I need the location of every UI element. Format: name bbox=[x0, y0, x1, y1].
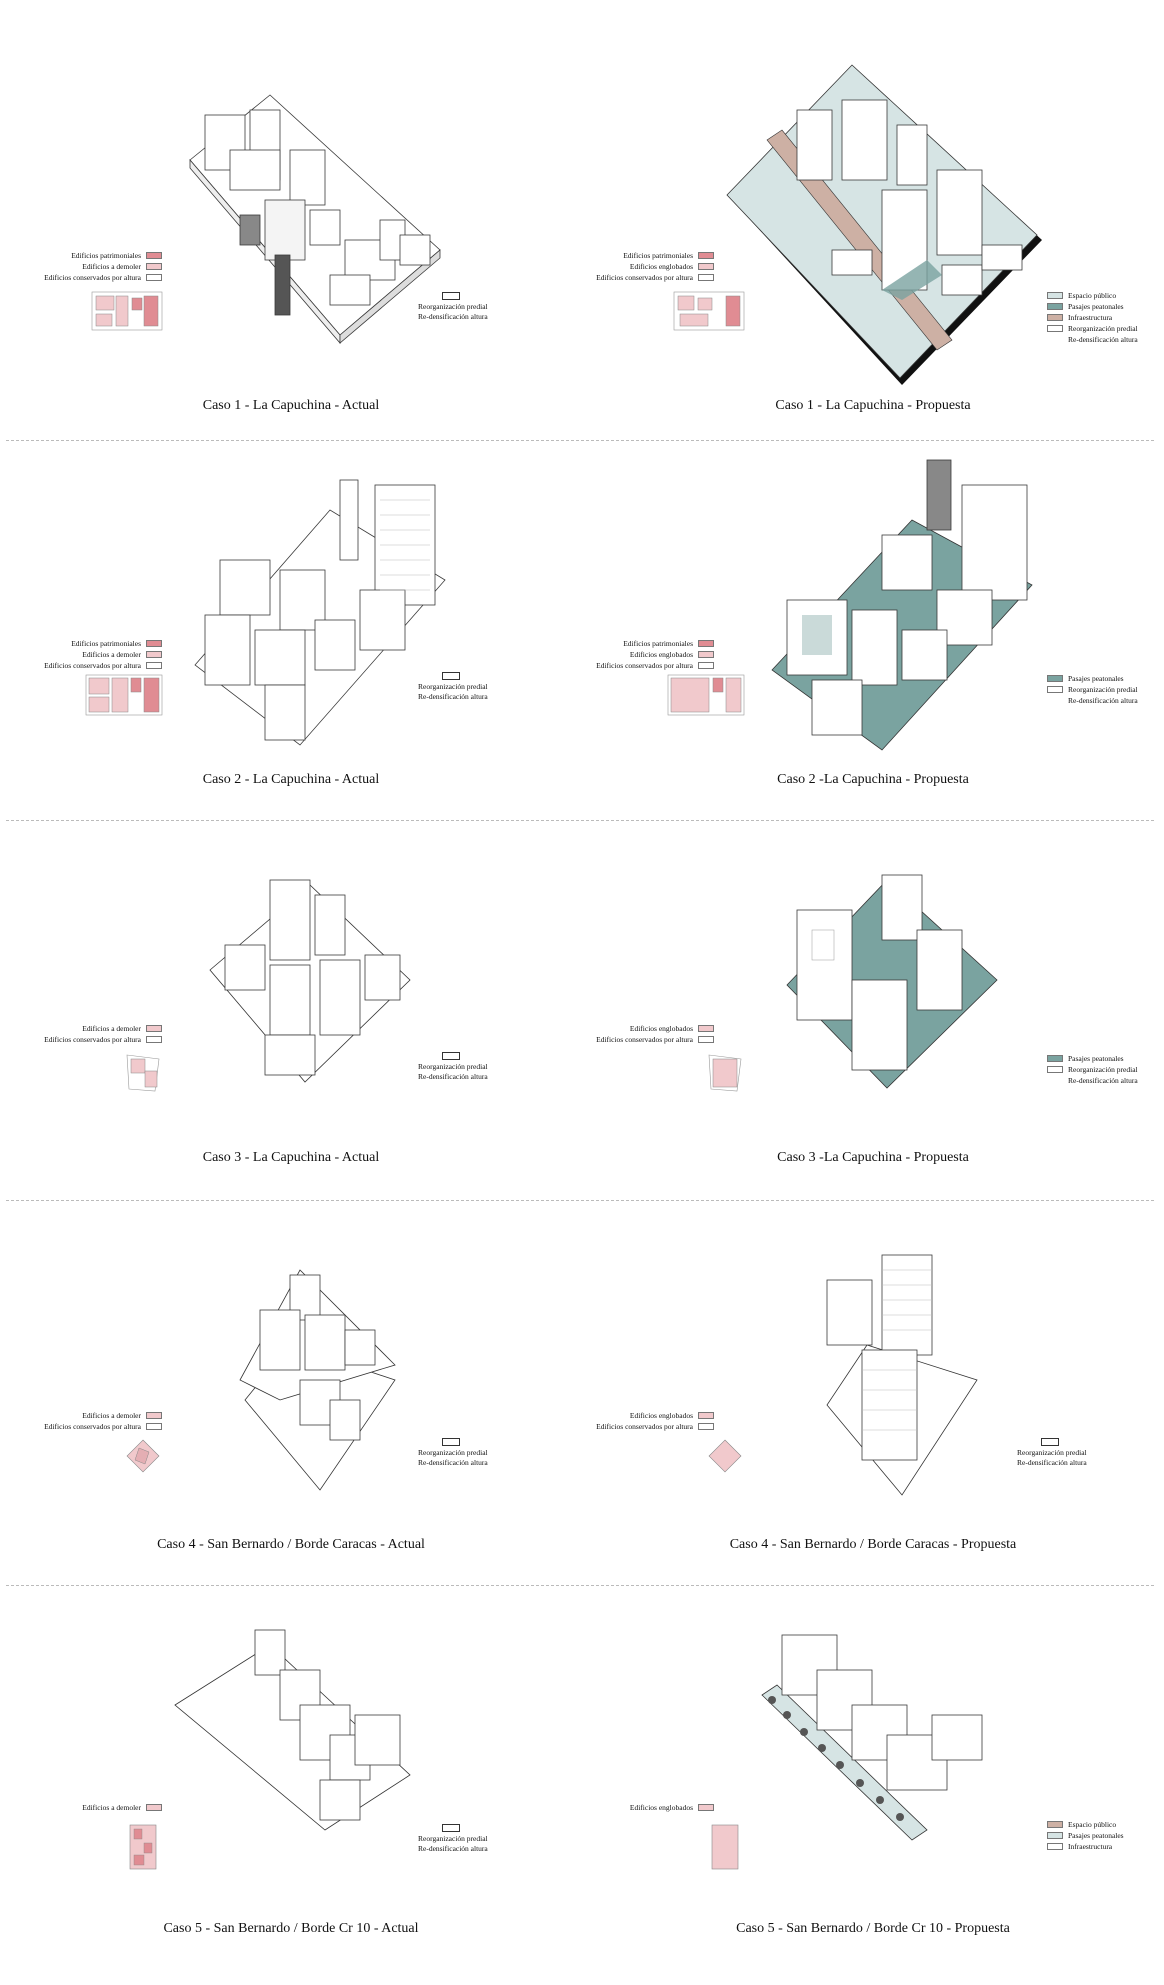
case-4-propuesta-predial-legend: Reorganización predial Re-densificación altura bbox=[1017, 1438, 1087, 1468]
englobados-swatch bbox=[698, 651, 714, 658]
predial-swatch bbox=[442, 292, 460, 300]
case-1-actual-axonometric bbox=[0, 0, 582, 380]
legend-item: Re-densificación altura bbox=[1068, 335, 1138, 344]
pasajes-swatch bbox=[1047, 675, 1063, 682]
legend-item: Edificios englobados bbox=[572, 649, 714, 660]
case-2-actual-plan-thumbnail bbox=[86, 675, 162, 715]
case-3-actual-plan-thumbnail bbox=[125, 1053, 161, 1093]
case-5-propuesta-plan-thumbnail bbox=[710, 1823, 740, 1871]
case-3-actual-axonometric bbox=[0, 820, 582, 1180]
case-5-row bbox=[0, 1585, 1164, 1985]
legend-item: Edificios conservados por altura bbox=[20, 272, 162, 283]
case-5-propuesta-legend bbox=[572, 1802, 714, 1813]
demoler-swatch bbox=[146, 1412, 162, 1419]
legend-item: Pasajes peatonales bbox=[1047, 1053, 1157, 1064]
legend-item: Pasajes peatonales bbox=[1047, 301, 1157, 312]
englobados-swatch bbox=[698, 263, 714, 270]
case-2-propuesta-title: Caso 2 -La Capuchina - Propuesta bbox=[777, 772, 969, 787]
legend-item: Edificios patrimoniales bbox=[20, 638, 162, 649]
case-4-actual-title: Caso 4 - San Bernardo / Borde Caracas - Actual bbox=[157, 1537, 425, 1552]
case-4-propuesta-panel bbox=[582, 1200, 1164, 1580]
conservados-swatch bbox=[698, 274, 714, 281]
case-3-propuesta-axonometric bbox=[582, 820, 1164, 1180]
case-1-actual-panel bbox=[0, 0, 582, 413]
case-4-row bbox=[0, 1200, 1164, 1585]
case-5-actual-title: Caso 5 - San Bernardo / Borde Cr 10 - Actual bbox=[163, 1921, 419, 1936]
case-1-actual-legend bbox=[20, 250, 162, 283]
pasajes-swatch bbox=[1047, 303, 1063, 310]
case-3-propuesta-panel bbox=[582, 820, 1164, 1200]
case-5-actual-axonometric bbox=[0, 1585, 582, 1945]
infraestructura-swatch bbox=[1047, 1843, 1063, 1850]
legend-item: Edificios a demoler bbox=[20, 261, 162, 272]
conservados-swatch bbox=[146, 274, 162, 281]
case-3-row bbox=[0, 820, 1164, 1200]
englobados-swatch bbox=[698, 1025, 714, 1032]
case-1-propuesta-legend bbox=[572, 250, 714, 283]
predial-swatch bbox=[1047, 1066, 1063, 1073]
case-5-actual-plan-thumbnail bbox=[128, 1823, 158, 1871]
legend-item: Re-densificación altura bbox=[1068, 696, 1138, 705]
case-4-actual-plan-thumbnail bbox=[125, 1438, 161, 1474]
case-4-actual-predial-legend: Reorganización predial Re-densificación altura bbox=[418, 1438, 488, 1468]
legend-item: Reorganización predial bbox=[1047, 684, 1157, 695]
legend-item: Edificios englobados bbox=[572, 1802, 714, 1813]
case-3-propuesta-plan-thumbnail bbox=[707, 1053, 743, 1093]
case-2-propuesta-axonometric bbox=[582, 440, 1164, 800]
legend-item: Edificios conservados por altura bbox=[572, 272, 714, 283]
case-4-propuesta-legend bbox=[572, 1410, 714, 1432]
case-2-propuesta-right-legend bbox=[1047, 673, 1157, 706]
legend-item: Edificios englobados bbox=[572, 1410, 714, 1421]
case-3-propuesta-right-legend bbox=[1047, 1053, 1157, 1086]
case-2-propuesta-panel bbox=[582, 440, 1164, 820]
case-5-actual-legend bbox=[20, 1802, 162, 1813]
conservados-swatch bbox=[146, 662, 162, 669]
espacio-publico-swatch bbox=[1047, 292, 1063, 299]
case-4-actual-legend bbox=[20, 1410, 162, 1432]
case-5-propuesta-axonometric bbox=[582, 1585, 1164, 1945]
case-1-propuesta-panel bbox=[582, 0, 1164, 413]
patrimonial-swatch bbox=[146, 640, 162, 647]
legend-item: Edificios a demoler bbox=[20, 649, 162, 660]
conservados-swatch bbox=[698, 1036, 714, 1043]
case-2-row bbox=[0, 440, 1164, 820]
predial-swatch bbox=[1047, 325, 1063, 332]
demoler-swatch bbox=[146, 1804, 162, 1811]
case-1-actual-plan-thumbnail bbox=[92, 292, 162, 330]
case-4-actual-axonometric bbox=[0, 1200, 582, 1560]
case-3-propuesta-title: Caso 3 -La Capuchina - Propuesta bbox=[777, 1150, 969, 1165]
legend-item: Edificios conservados por altura bbox=[20, 1034, 162, 1045]
case-4-propuesta-axonometric bbox=[582, 1200, 1164, 1560]
case-2-actual-legend bbox=[20, 638, 162, 671]
legend-item: Pasajes peatonales bbox=[1047, 673, 1157, 684]
infraestructura-swatch bbox=[1047, 314, 1063, 321]
case-1-propuesta-right-legend bbox=[1047, 290, 1157, 345]
legend-item: Infraestructura bbox=[1047, 312, 1157, 323]
demoler-swatch bbox=[146, 263, 162, 270]
case-5-propuesta-right-legend bbox=[1047, 1819, 1157, 1852]
case-1-propuesta-title: Caso 1 - La Capuchina - Propuesta bbox=[775, 398, 971, 413]
conservados-swatch bbox=[146, 1423, 162, 1430]
case-2-propuesta-legend bbox=[572, 638, 714, 671]
case-3-actual-title: Caso 3 - La Capuchina - Actual bbox=[202, 1150, 380, 1165]
legend-item: Espacio público bbox=[1047, 1819, 1157, 1830]
espacio-publico-swatch bbox=[1047, 1821, 1063, 1828]
case-4-actual-panel bbox=[0, 1200, 582, 1580]
legend-item: Reorganización predial bbox=[1047, 323, 1157, 334]
predial-swatch bbox=[1041, 1438, 1059, 1446]
demoler-swatch bbox=[146, 1025, 162, 1032]
legend-item: Reorganización predial bbox=[1047, 1064, 1157, 1075]
case-5-actual-panel bbox=[0, 1585, 582, 1965]
case-2-actual-axonometric bbox=[0, 440, 582, 800]
legend-item: Edificios conservados por altura bbox=[20, 660, 162, 671]
legend-item: Edificios patrimoniales bbox=[572, 638, 714, 649]
case-1-propuesta-plan-thumbnail bbox=[674, 292, 744, 330]
case-5-propuesta-panel bbox=[582, 1585, 1164, 1965]
case-2-actual-panel bbox=[0, 440, 582, 820]
case-2-propuesta-plan-thumbnail bbox=[668, 675, 744, 715]
legend-item: Edificios englobados bbox=[572, 261, 714, 272]
conservados-swatch bbox=[698, 1423, 714, 1430]
case-3-actual-predial-legend: Reorganización predial Re-densificación altura bbox=[418, 1052, 488, 1082]
case-5-propuesta-title: Caso 5 - San Bernardo / Borde Cr 10 - Propuesta bbox=[736, 1921, 1010, 1936]
legend-item: Espacio público bbox=[1047, 290, 1157, 301]
predial-swatch bbox=[442, 1438, 460, 1446]
legend-item: Pasajes peatonales bbox=[1047, 1830, 1157, 1841]
case-3-actual-legend bbox=[20, 1023, 162, 1045]
case-5-actual-predial-legend: Reorganización predial Re-densificación altura bbox=[418, 1824, 488, 1854]
legend-item: Edificios englobados bbox=[572, 1023, 714, 1034]
englobados-swatch bbox=[698, 1412, 714, 1419]
case-2-actual-predial-legend: Reorganización predial Re-densificación altura bbox=[418, 672, 488, 702]
legend-item: Re-densificación altura bbox=[1068, 1076, 1138, 1085]
case-1-actual-predial-legend: Reorganización predial Re-densificación altura bbox=[418, 292, 488, 322]
predial-swatch bbox=[442, 1052, 460, 1060]
demoler-swatch bbox=[146, 651, 162, 658]
legend-item: Edificios conservados por altura bbox=[572, 1421, 714, 1432]
case-1-actual-title: Caso 1 - La Capuchina - Actual bbox=[202, 398, 380, 413]
predial-swatch bbox=[442, 672, 460, 680]
legend-item: Edificios a demoler bbox=[20, 1410, 162, 1421]
legend-item: Edificios conservados por altura bbox=[572, 1034, 714, 1045]
patrimonial-swatch bbox=[698, 252, 714, 259]
conservados-swatch bbox=[698, 662, 714, 669]
predial-swatch bbox=[1047, 686, 1063, 693]
legend-item: Edificios conservados por altura bbox=[572, 660, 714, 671]
pasajes-swatch bbox=[1047, 1832, 1063, 1839]
legend-item: Edificios patrimoniales bbox=[20, 250, 162, 261]
pasajes-swatch bbox=[1047, 1055, 1063, 1062]
patrimonial-swatch bbox=[146, 252, 162, 259]
englobados-swatch bbox=[698, 1804, 714, 1811]
legend-item: Edificios a demoler bbox=[20, 1023, 162, 1034]
case-4-propuesta-plan-thumbnail bbox=[707, 1438, 743, 1474]
case-4-propuesta-title: Caso 4 - San Bernardo / Borde Caracas - Propuesta bbox=[729, 1537, 1017, 1552]
case-1-row bbox=[0, 0, 1164, 440]
case-3-propuesta-legend bbox=[572, 1023, 714, 1045]
patrimonial-swatch bbox=[698, 640, 714, 647]
legend-item: Edificios a demoler bbox=[20, 1802, 162, 1813]
conservados-swatch bbox=[146, 1036, 162, 1043]
legend-item: Edificios conservados por altura bbox=[20, 1421, 162, 1432]
case-3-actual-panel bbox=[0, 820, 582, 1200]
legend-item: Edificios patrimoniales bbox=[572, 250, 714, 261]
predial-swatch bbox=[442, 1824, 460, 1832]
case-2-actual-title: Caso 2 - La Capuchina - Actual bbox=[202, 772, 380, 787]
legend-item: Infraestructura bbox=[1047, 1841, 1157, 1852]
